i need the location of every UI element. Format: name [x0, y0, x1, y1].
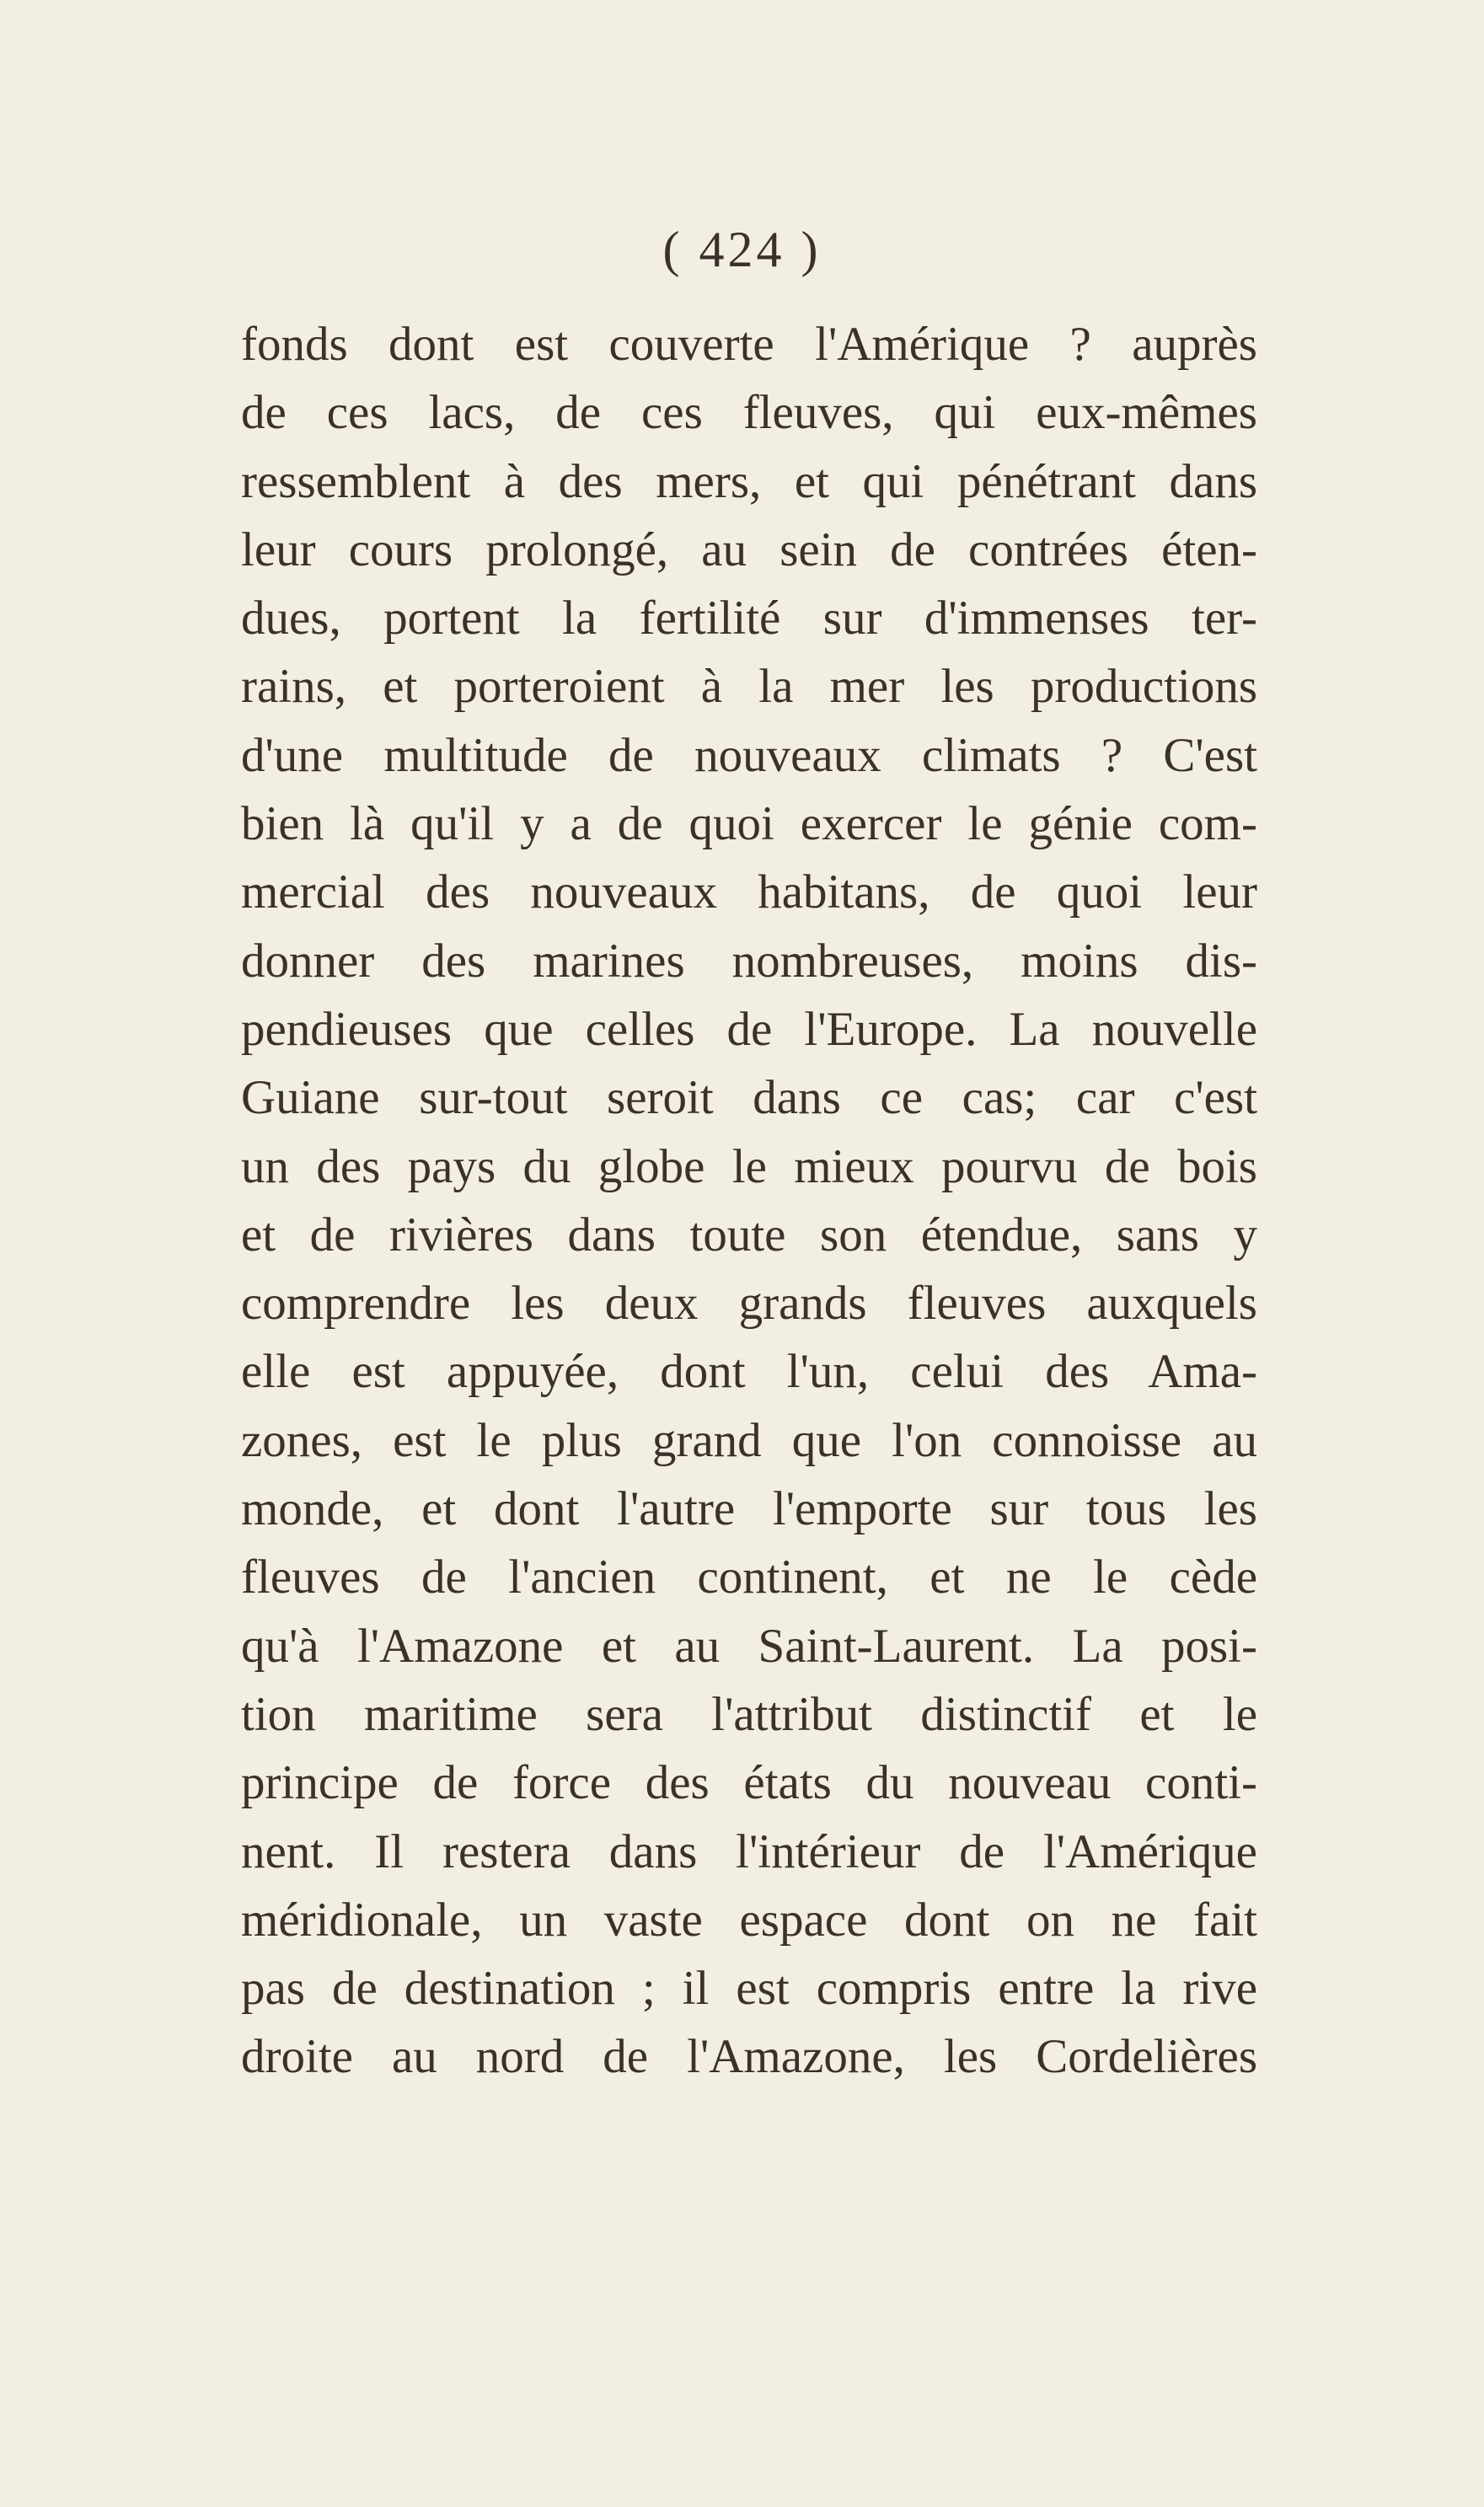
text-line: dues, portent la fertilité sur d'immenses ter-: [241, 592, 1257, 645]
text-line: principe de force des états du nouveau conti-: [241, 1756, 1257, 1810]
text-line: méridionale, un vaste espace dont on ne fait: [241, 1893, 1257, 1947]
body-text: [241, 310, 1257, 2092]
text-line: donner des marines nombreuses, moins dis-: [241, 934, 1257, 988]
text-line: zones, est le plus grand que l'on connoisse au: [241, 1413, 1257, 1467]
text-line: ressemblent à des mers, et qui pénétrant dans: [241, 454, 1257, 508]
text-line: leur cours prolongé, au sein de contrées éten-: [241, 522, 1257, 576]
text-line: pendieuses que celles de l'Europe. La nouvelle: [241, 1002, 1257, 1056]
text-line: fleuves de l'ancien continent, et ne le cède: [241, 1551, 1257, 1604]
text-line: rains, et porteroient à la mer les productions: [241, 660, 1257, 714]
text-line: pas de destination ; il est compris entre la rive: [241, 1962, 1257, 2016]
text-line: d'une multitude de nouveaux climats ? C'est: [241, 728, 1257, 782]
text-line: fonds dont est couverte l'Amérique ? auprès: [241, 318, 1257, 371]
text-line: comprendre les deux grands fleuves auxquels: [241, 1277, 1257, 1331]
text-line: qu'à l'Amazone et au Saint-Laurent. La posi-: [241, 1619, 1257, 1673]
page-number: ( 424 ): [662, 222, 822, 277]
text-line: mercial des nouveaux habitans, de quoi leur: [241, 865, 1257, 919]
text-line: un des pays du globe le mieux pourvu de bois: [241, 1139, 1257, 1193]
text-line: nent. Il restera dans l'intérieur de l'Amérique: [241, 1824, 1257, 1878]
text-line: tion maritime sera l'attribut distinctif et le: [241, 1687, 1257, 1741]
text-line: de ces lacs, de ces fleuves, qui eux-mêmes: [241, 386, 1257, 440]
text-line: elle est appuyée, dont l'un, celui des Ama-: [241, 1345, 1257, 1399]
text-line: Guiane sur-tout seroit dans ce cas; car c'est: [241, 1071, 1257, 1125]
text-line: et de rivières dans toute son étendue, sans y: [241, 1208, 1257, 1262]
text-line: droite au nord de l'Amazone, les Cordelières: [241, 2030, 1257, 2084]
text-line: bien là qu'il y a de quoi exercer le génie com-: [241, 797, 1257, 851]
text-line: monde, et dont l'autre l'emporte sur tous les: [241, 1482, 1257, 1536]
